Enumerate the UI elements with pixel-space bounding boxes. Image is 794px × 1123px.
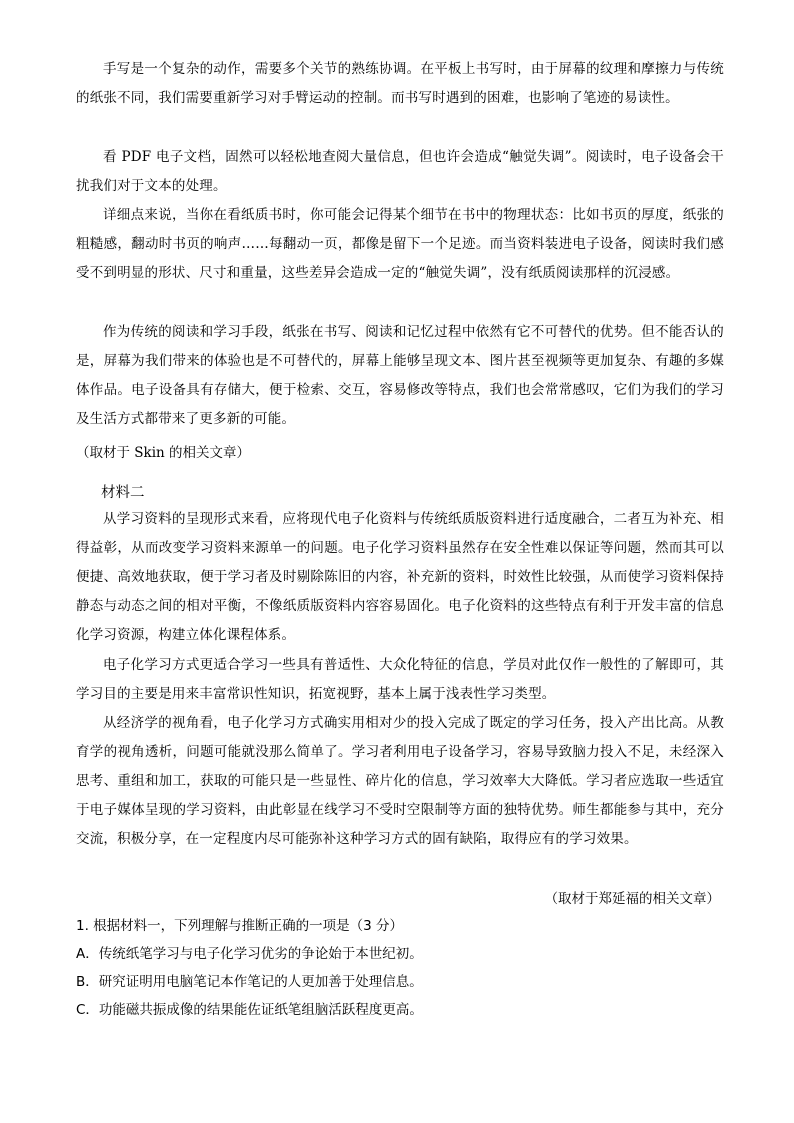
material1-paragraph-4: 作为传统的阅读和学习手段，纸张在书写、阅读和记忆过程中依然有它不可替代的优势。但不能否认的是，屏幕为我们带来的体验也是不可替代的，屏幕上能够呈现文本、图片甚至视频等更加复杂、有趣的多媒体作品。电子设备具有存储大，便于检索、交互，容易修改等特点，我们也会常常感叹，它们为我们的学习及生活方式都带来了更多新的可能。: [76, 324, 724, 427]
material1-paragraph-3: 详细点来说，当你在看纸质书时，你可能会记得某个细节在书中的物理状态：比如书页的厚度，纸张的粗糙感，翻动时书页的响声……每翻动一页，都像是留下一个足迹。而当资料装进电子设备，阅读时我们感受不到明显的形状、尺寸和重量，这些差异会造成一定的“触觉失调”，没有纸质阅读那样的沉浸感。: [76, 207, 724, 281]
material2-source: （取材于郑延福的相关文章）: [544, 891, 720, 907]
option-c: C．功能磁共振成像的结果能佐证纸笔组脑活跃程度更高。: [76, 1002, 423, 1018]
material2-heading: 材料二: [101, 485, 145, 501]
option-a: A．传统纸笔学习与电子化学习优劣的争论始于本世纪初。: [76, 946, 423, 962]
question-stem: 1. 根据材料一，下列理解与推断正确的一项是（3 分）: [76, 918, 404, 934]
material1-paragraph-2: 看 PDF 电子文档，固然可以轻松地查阅大量信息，但也许会造成“触觉失调”。阅读时，电子设备会干扰我们对于文本的处理。: [76, 149, 724, 194]
material1-source: （取材于 Skin 的相关文章）: [76, 445, 251, 461]
material1-paragraph-1: 手写是一个复杂的动作，需要多个关节的熟练协调。在平板上书写时，由于屏幕的纹理和摩擦力与传统的纸张不同，我们需要重新学习对手臂运动的控制。而书写时遇到的困难，也影响了笔迹的易读性。: [76, 61, 724, 106]
material2-paragraph-1: 从学习资料的呈现形式来看，应将现代电子化资料与传统纸质版资料进行适度融合，二者互为补充、相得益彰，从而改变学习资料来源单一的问题。电子化学习资料虽然存在安全性难以保证等问题，然而其可以便捷、高效地获取，便于学习者及时剔除陈旧的内容，补充新的资料，时效性比较强，从而使学习资料保持静态与动态之间的相对平衡，不像纸质版资料内容容易固化。电子化资料的这些特点有利于开发丰富的信息化学习资源，构建立体化课程体系。: [76, 511, 724, 643]
option-b: B．研究证明用电脑笔记本作笔记的人更加善于处理信息。: [76, 974, 423, 990]
material2-paragraph-2: 电子化学习方式更适合学习一些具有普适性、大众化特征的信息，学员对此仅作一般性的了解即可，其学习目的主要是用来丰富常识性知识，拓宽视野，基本上属于浅表性学习类型。: [76, 657, 724, 702]
material2-paragraph-3: 从经济学的视角看，电子化学习方式确实用相对少的投入完成了既定的学习任务，投入产出比高。从教育学的视角透析，问题可能就没那么简单了。学习者利用电子设备学习，容易导致脑力投入不足，未经深入思考、重组和加工，获取的可能只是一些显性、碎片化的信息，学习效率大大降低。学习者应选取一些适宜于电子媒体呈现的学习资料，由此彰显在线学习不受时空限制等方面的独特优势。师生都能参与其中，充分交流，积极分享，在一定程度内尽可能弥补这种学习方式的固有缺陷，取得应有的学习效果。: [76, 715, 724, 847]
